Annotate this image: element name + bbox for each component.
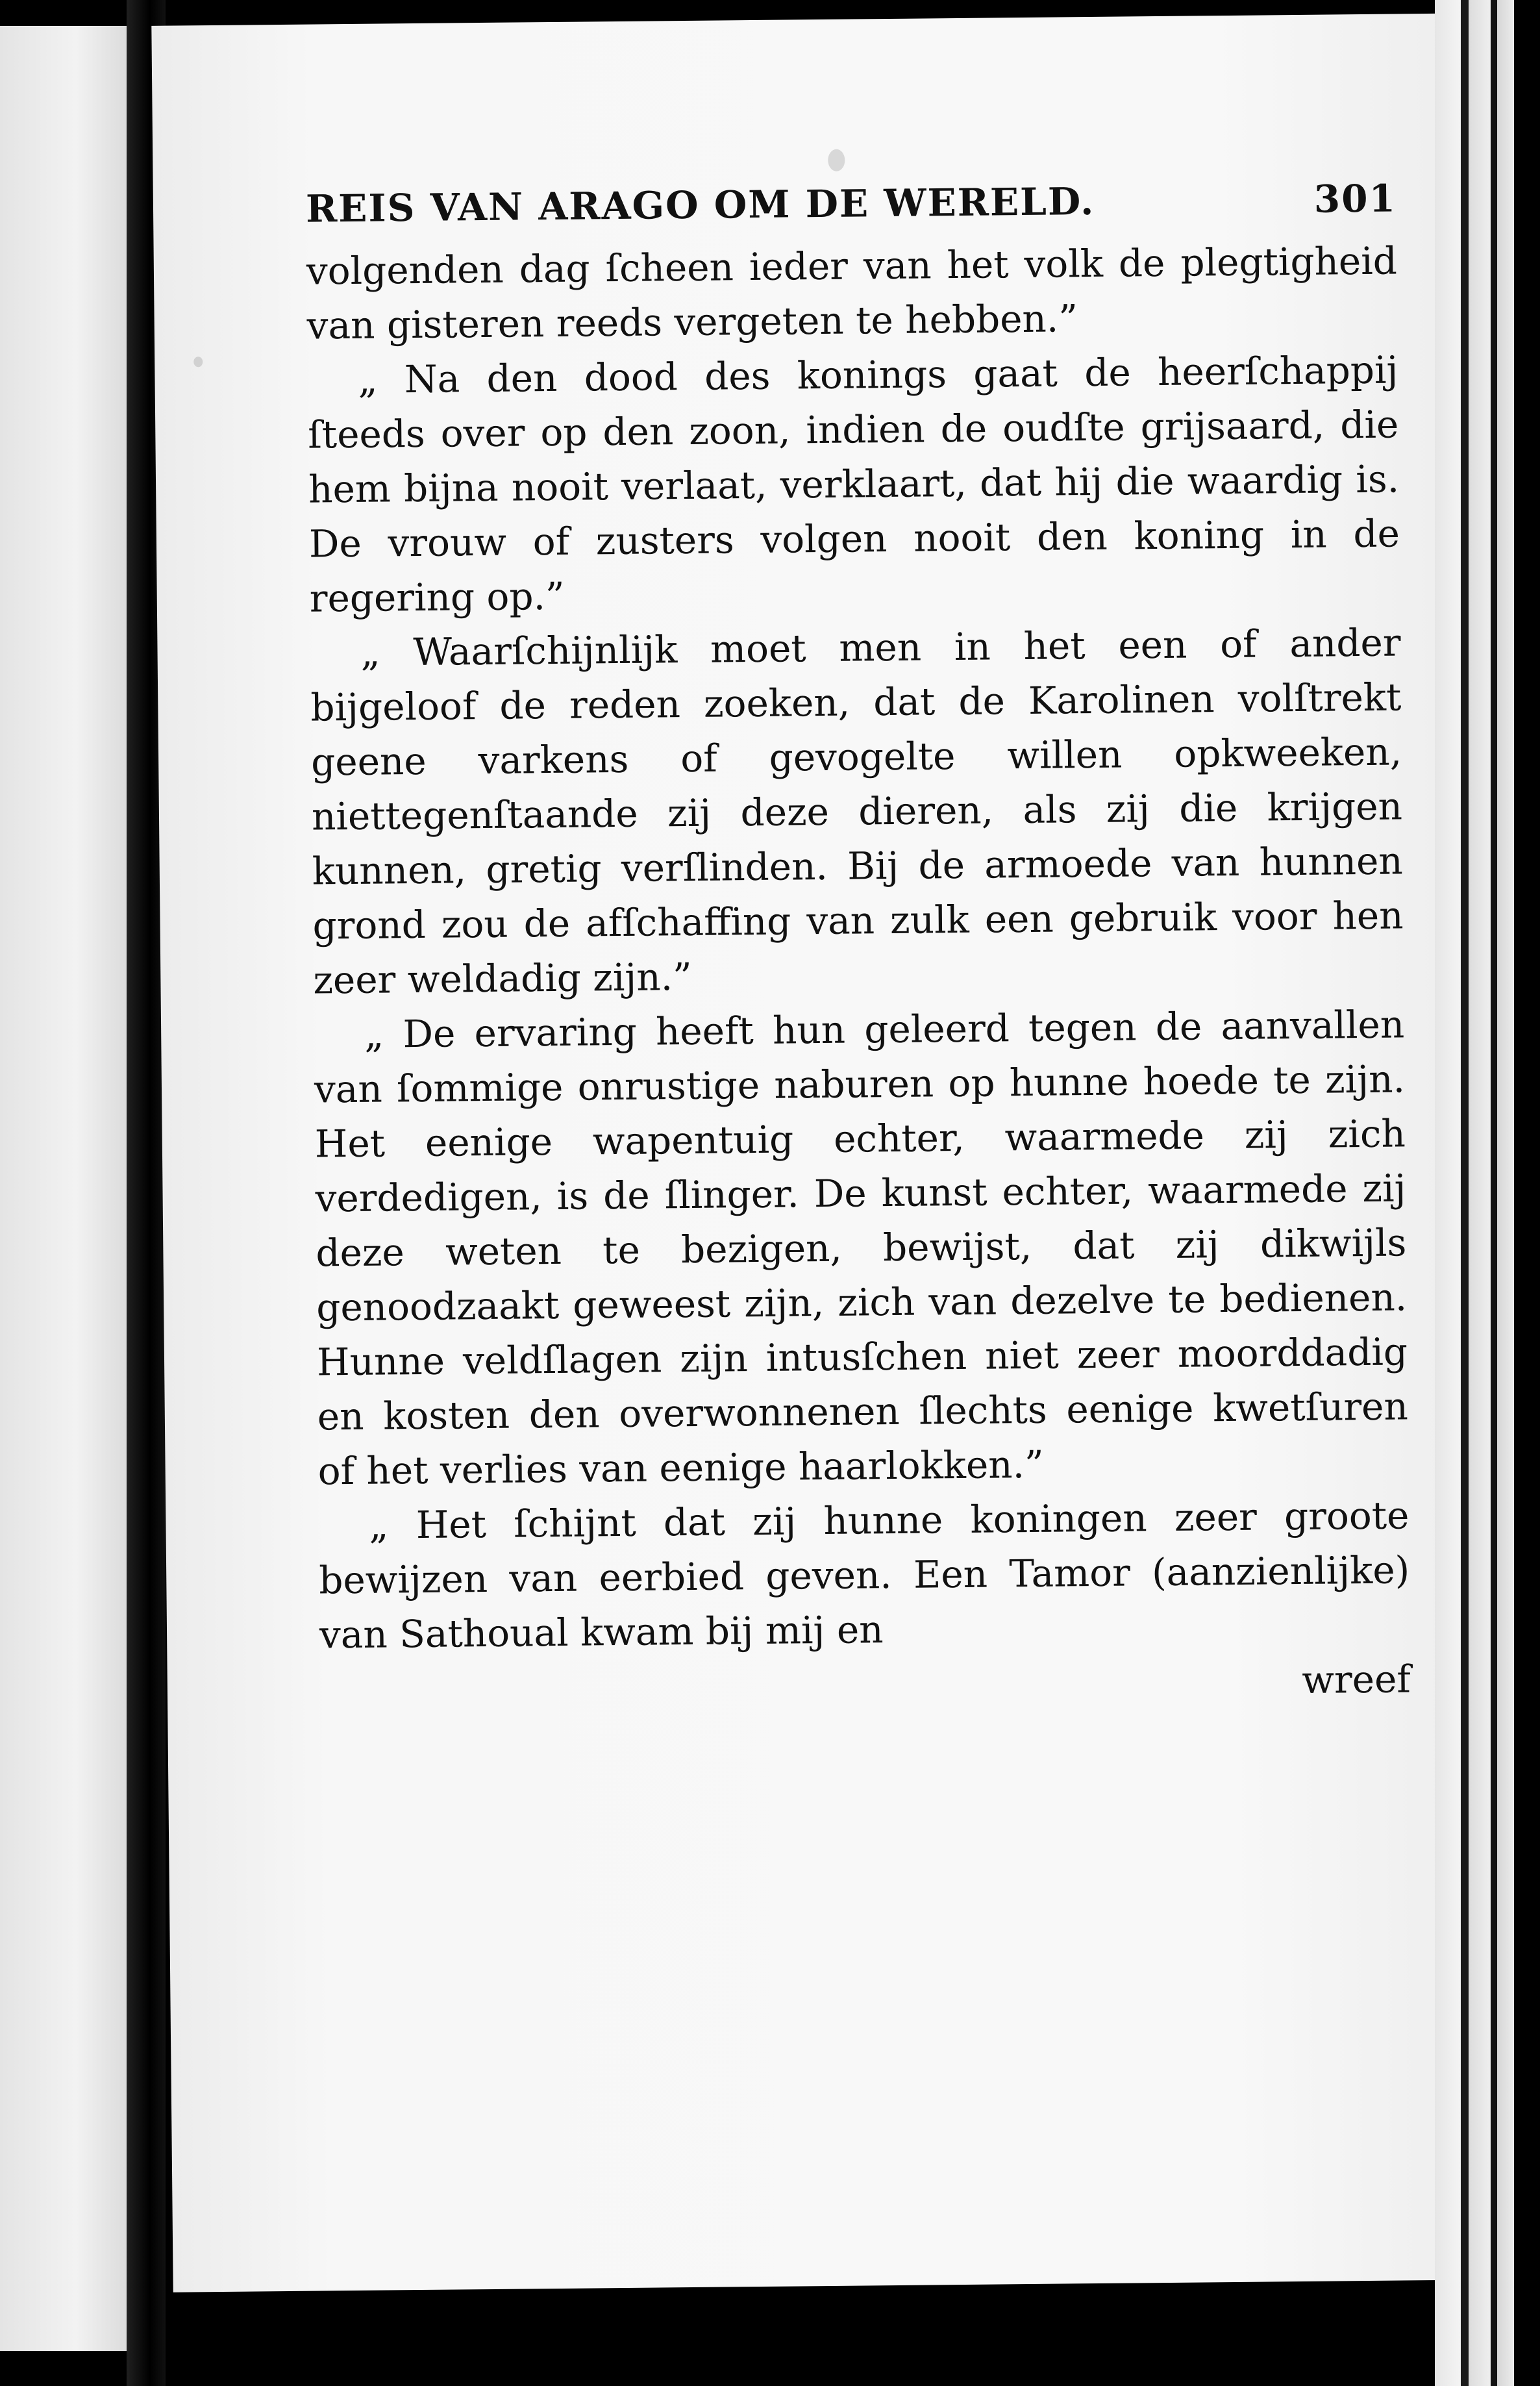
page-edge-shadow bbox=[1514, 0, 1540, 2386]
page-number: 301 bbox=[1313, 176, 1397, 221]
paragraph: volgenden dag ſcheen ieder van het volk de plegtigheid van gisteren reeds vergeten te hebben.” bbox=[306, 238, 1398, 348]
page-edge bbox=[1497, 0, 1514, 2386]
page-edge-shadow bbox=[1491, 0, 1497, 2386]
running-title: REIS VAN ARAGO OM DE WERELD. bbox=[305, 179, 1095, 231]
paragraph: „ Waarſchijnlijk moet men in het een of ander bijgeloof de reden zoeken, dat de Karolinen volſtrekt geene varkens of gevogelte willen opkweeken, niettegenſtaande zij deze dieren, als zij die krijgen kunnen, gretig verſlinden. Bij de armoede van hunnen grond zou de afſchaffing van zulk een gebruik voor hen zeer weldadig zijn.” bbox=[310, 620, 1404, 1003]
paper-spot bbox=[828, 149, 845, 171]
facing-page-edge bbox=[0, 26, 127, 2351]
paragraph: „ Na den dood des konings gaat de heerſchappij ſteeds over op den zoon, indien de oudſte grijsaard, die hem bijna nooit verlaat, verklaart, dat hij die waardig is. De vrouw of zusters volgen nooit den koning in de regering op.” bbox=[308, 347, 1400, 621]
book-page bbox=[151, 13, 1497, 2292]
paragraph: „ De ervaring heeft hun geleerd tegen de aanvallen van ſommige onrustige naburen op hunne hoede te zijn. Het eenige wapentuig echter, waarmede zij zich verdedigen, is de ſlinger. De kunst echter, waarmede zij deze weten te bezigen, bewijst, dat zij dikwijls genoodzaakt geweest zijn, zich van dezelve te bedienen. Hunne veldſlagen zijn intusſchen niet zeer moorddadig en kosten den overwonnenen ſlechts eenige kwetſuren of het verlies van eenige haarlokken.” bbox=[314, 1002, 1409, 1494]
paragraph: „ Het ſchijnt dat zij hunne koningen zeer groote bewijzen van eerbied geven. Een Tamor (aanzienlijke) van Sathoual kwam bij mij en bbox=[318, 1493, 1410, 1657]
catchword: wreef bbox=[1302, 1657, 1411, 1702]
paper-spot bbox=[193, 357, 203, 367]
page-edge-shadow bbox=[1461, 0, 1469, 2386]
page-text-block bbox=[306, 176, 1411, 1716]
page-edge bbox=[1469, 0, 1491, 2386]
page-edge bbox=[1435, 0, 1461, 2386]
running-head bbox=[306, 176, 1397, 231]
